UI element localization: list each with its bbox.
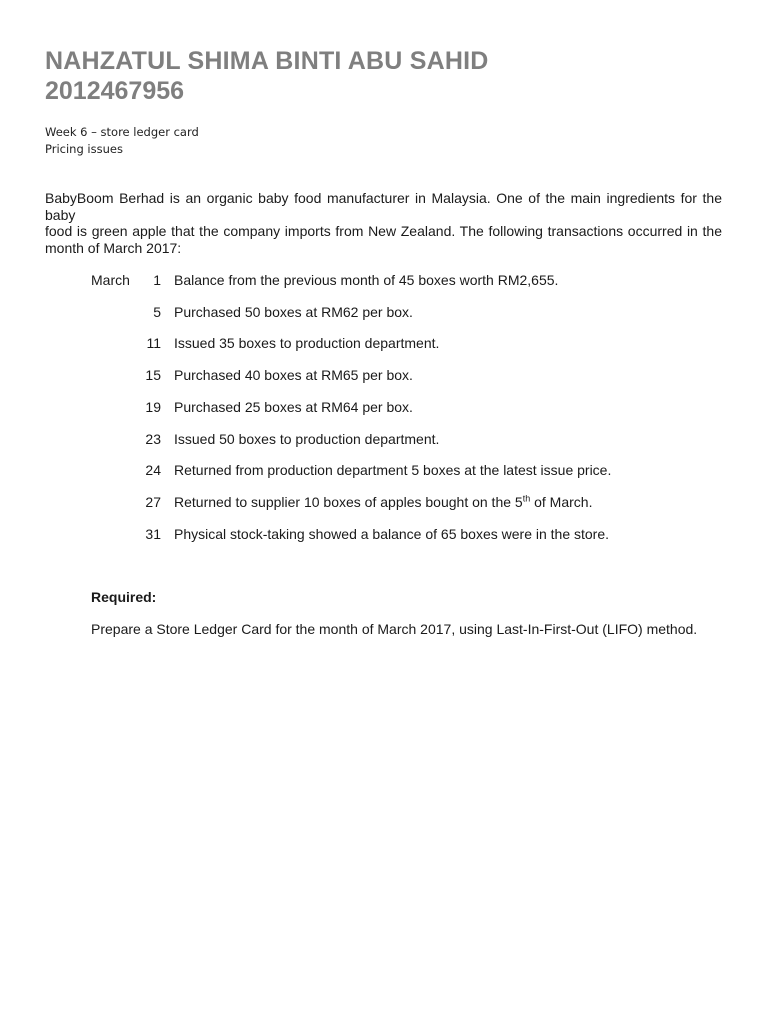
transaction-day: 15 [145, 367, 161, 383]
student-id: 2012467956 [45, 77, 185, 105]
transaction-day: 11 [146, 335, 161, 351]
transaction-month: March [91, 272, 130, 288]
transaction-text-after: of March. [530, 494, 593, 510]
topic-title: Pricing issues [45, 142, 123, 156]
transaction-day: 24 [145, 462, 161, 478]
transaction-row [0, 398, 768, 416]
transaction-day: 1 [153, 272, 161, 288]
intro-line: month of March 2017: [45, 239, 182, 256]
transaction-row [0, 430, 768, 448]
transaction-day: 27 [145, 494, 161, 510]
transaction-description: Purchased 40 boxes at RM65 per box. [174, 367, 413, 383]
ordinal-suffix: th [522, 493, 531, 504]
transaction-row [0, 303, 768, 321]
student-name: NAHZATUL SHIMA BINTI ABU SAHID [45, 47, 489, 75]
transaction-day: 23 [145, 431, 161, 447]
transaction-description: Purchased 25 boxes at RM64 per box. [174, 399, 413, 415]
transaction-row [0, 366, 768, 384]
transaction-description: Issued 50 boxes to production department. [174, 431, 440, 447]
transaction-text-before: Returned to supplier 10 boxes of apples bought on the 5 [174, 494, 523, 510]
transaction-day: 19 [145, 399, 161, 415]
required-heading: Required: [91, 589, 157, 605]
transaction-row [0, 525, 768, 543]
required-instruction: Prepare a Store Ledger Card for the month of March 2017, using Last-In-First-Out (LIFO) method. [91, 621, 698, 637]
transaction-row [0, 334, 768, 352]
transaction-description [174, 493, 592, 511]
transaction-row [0, 493, 768, 511]
transaction-description: Returned from production department 5 boxes at the latest issue price. [174, 462, 612, 478]
transaction-description: Purchased 50 boxes at RM62 per box. [174, 304, 413, 320]
transaction-row [0, 271, 768, 289]
transaction-description: Balance from the previous month of 45 boxes worth RM2,655. [174, 272, 559, 288]
transaction-day: 31 [145, 526, 161, 542]
transaction-description: Physical stock-taking showed a balance of 65 boxes were in the store. [174, 526, 610, 542]
transaction-description: Issued 35 boxes to production department. [174, 335, 440, 351]
transaction-row [0, 461, 768, 479]
intro-line: BabyBoom Berhad is an organic baby food manufacturer in Malaysia. One of the main ingredients for the baby [45, 190, 722, 223]
transaction-day: 5 [153, 304, 161, 320]
intro-paragraph [45, 190, 722, 256]
week-title: Week 6 – store ledger card [45, 125, 199, 139]
intro-line: food is green apple that the company imports from New Zealand. The following transactions occurred in the [45, 223, 722, 239]
